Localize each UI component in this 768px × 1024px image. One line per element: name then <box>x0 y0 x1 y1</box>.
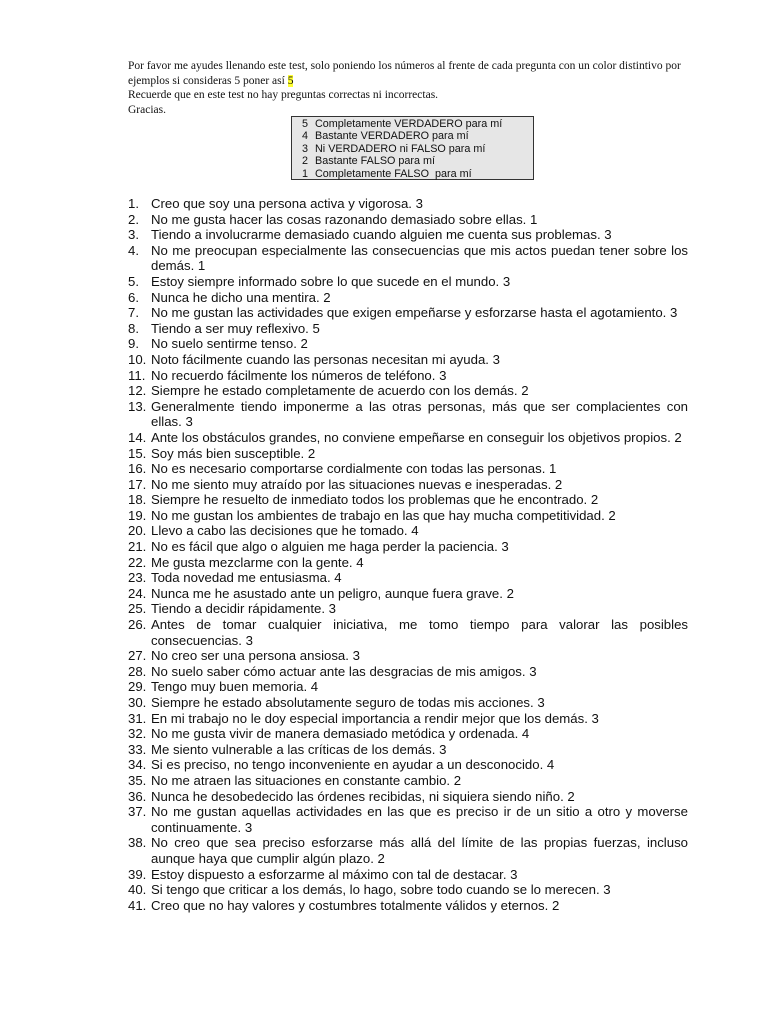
question-text: No me preocupan especialmente las consecuencias que mis actos puedan tener sobre los demás. 1 <box>151 242 688 274</box>
scale-row <box>302 118 533 130</box>
question-number: 35. <box>128 772 147 788</box>
question-number: 39. <box>128 866 147 882</box>
question-text: Generalmente tiendo imponerme a las otras personas, más que ser complacientes con ellas. 3 <box>151 398 688 430</box>
question-number: 22. <box>128 554 147 570</box>
question-number: 28. <box>128 663 147 679</box>
question-number: 32. <box>128 726 147 742</box>
question-text: Tengo muy buen memoria. 4 <box>151 679 319 695</box>
scale-label: Ni VERDADERO ni FALSO para mí <box>315 142 486 155</box>
scale-row <box>302 155 533 167</box>
question-item <box>128 492 688 508</box>
question-number: 14. <box>128 429 147 445</box>
question-item <box>128 383 688 399</box>
question-number: 33. <box>128 741 147 757</box>
question-text: Estoy siempre informado sobre lo que sucede en el mundo. 3 <box>151 273 511 289</box>
question-text: Si tengo que criticar a los demás, lo hago, sobre todo cuando se lo merecen. 3 <box>151 882 611 898</box>
question-item <box>128 711 688 727</box>
question-text: Siempre he estado completamente de acuerdo con los demás. 2 <box>151 383 529 399</box>
question-item <box>128 430 688 446</box>
question-item <box>128 508 688 524</box>
question-item <box>128 617 688 648</box>
question-text: Me siento vulnerable a las críticas de los demás. 3 <box>151 741 447 757</box>
intro-instruction <box>128 59 688 88</box>
question-item <box>128 321 688 337</box>
question-text: En mi trabajo no le doy especial importancia a rendir mejor que los demás. 3 <box>151 710 599 726</box>
question-item <box>128 212 688 228</box>
question-list <box>128 196 688 913</box>
question-text: No me atraen las situaciones en constante cambio. 2 <box>151 772 462 788</box>
question-text: No creo ser una persona ansiosa. 3 <box>151 648 360 664</box>
question-number: 23. <box>128 570 147 586</box>
scale-value: 5 <box>302 118 309 130</box>
question-number: 38. <box>128 835 147 851</box>
question-text: Toda novedad me entusiasma. 4 <box>151 570 342 586</box>
question-number: 1. <box>128 196 139 211</box>
scale-label: Completamente VERDADERO para mí <box>315 118 503 130</box>
question-text: Tiendo a decidir rápidamente. 3 <box>151 601 336 617</box>
question-number: 13. <box>128 398 147 414</box>
question-text: Siempre he estado absolutamente seguro de todas mis acciones. 3 <box>151 695 545 710</box>
question-number: 24. <box>128 585 147 601</box>
question-item <box>128 773 688 789</box>
question-item <box>128 601 688 617</box>
scale-value: 4 <box>302 130 309 143</box>
question-item <box>128 835 688 866</box>
scale-legend-box <box>291 116 534 180</box>
question-text: No recuerdo fácilmente los números de teléfono. 3 <box>151 367 447 383</box>
scale-label: Completamente FALSO para mí <box>315 167 472 180</box>
question-number: 12. <box>128 383 147 399</box>
question-item <box>128 196 688 212</box>
question-item <box>128 742 688 758</box>
scale-label: Bastante FALSO para mí <box>315 155 436 168</box>
question-text: Tiendo a involucrarme demasiado cuando alguien me cuenta sus problemas. 3 <box>151 227 612 243</box>
question-text: Nunca he desobedecido las órdenes recibidas, ni siquiera siendo niño. 2 <box>151 788 575 804</box>
question-number: 25. <box>128 601 147 617</box>
question-item <box>128 352 688 368</box>
question-text: No me siento muy atraído por las situaciones nuevas e inesperadas. 2 <box>151 476 563 492</box>
intro-reminder: Recuerde que en este test no hay preguntas correctas ni incorrectas. <box>128 89 439 101</box>
question-text: Creo que soy una persona activa y vigorosa. 3 <box>151 196 423 211</box>
scale-value: 1 <box>302 167 309 180</box>
intro-text <box>128 59 688 117</box>
question-number: 21. <box>128 539 147 555</box>
question-item <box>128 461 688 477</box>
question-number: 4. <box>128 242 139 258</box>
question-number: 6. <box>128 289 139 305</box>
question-text: No es necesario comportarse cordialmente con todas las personas. 1 <box>151 461 557 477</box>
question-item <box>128 726 688 742</box>
question-number: 9. <box>128 336 139 352</box>
question-number: 5. <box>128 273 139 289</box>
question-number: 30. <box>128 695 147 710</box>
question-number: 34. <box>128 757 147 773</box>
question-text: Nunca me he asustado ante un peligro, aunque fuera grave. 2 <box>151 585 514 601</box>
question-text: Tiendo a ser muy reflexivo. 5 <box>151 320 320 336</box>
question-item <box>128 555 688 571</box>
question-text: No creo que sea preciso esforzarse más allá del límite de las propias fuerzas, incluso aunque haya que cumplir algún plazo. 2 <box>151 835 688 866</box>
question-item <box>128 477 688 493</box>
scale-row <box>302 130 533 142</box>
question-item <box>128 368 688 384</box>
question-text: Me gusta mezclarme con la gente. 4 <box>151 554 364 570</box>
question-number: 41. <box>128 897 147 913</box>
question-item <box>128 804 688 835</box>
question-number: 20. <box>128 523 147 539</box>
question-text: Ante los obstáculos grandes, no conviene empeñarse en conseguir los objetivos propios. 2 <box>151 429 682 445</box>
question-number: 17. <box>128 476 147 492</box>
question-text: Estoy dispuesto a esforzarme al máximo con tal de destacar. 3 <box>151 866 518 882</box>
question-item <box>128 399 688 430</box>
question-item <box>128 867 688 883</box>
question-number: 27. <box>128 648 147 664</box>
question-text: No suelo saber cómo actuar ante las desgracias de mis amigos. 3 <box>151 663 537 679</box>
question-item <box>128 664 688 680</box>
intro-thanks: Gracias. <box>128 103 166 116</box>
question-number: 29. <box>128 679 147 695</box>
question-item <box>128 274 688 290</box>
question-item <box>128 648 688 664</box>
question-item <box>128 898 688 914</box>
question-text: No me gustan aquellas actividades en las que es preciso ir de un sitio a otro y moverse continuamente. 3 <box>151 804 688 835</box>
question-number: 16. <box>128 461 147 477</box>
question-item <box>128 679 688 695</box>
question-item <box>128 227 688 243</box>
scale-value: 3 <box>302 142 309 155</box>
question-number: 18. <box>128 492 147 508</box>
question-item <box>128 570 688 586</box>
intro-instruction-text: Por favor me ayudes llenando este test, solo poniendo los números al frente de cada pregunta con un color distintivo por ejemplos si consideras 5 poner así <box>128 60 681 87</box>
question-number: 40. <box>128 882 147 898</box>
question-number: 19. <box>128 507 147 523</box>
scale-row <box>302 168 533 180</box>
question-text: Llevo a cabo las decisiones que he tomado. 4 <box>151 523 419 539</box>
question-number: 37. <box>128 804 147 820</box>
question-number: 8. <box>128 320 139 336</box>
question-item <box>128 586 688 602</box>
question-item <box>128 789 688 805</box>
question-number: 31. <box>128 710 147 726</box>
question-item <box>128 539 688 555</box>
question-item <box>128 446 688 462</box>
question-number: 3. <box>128 227 139 243</box>
question-number: 26. <box>128 617 147 633</box>
scale-value: 2 <box>302 155 309 168</box>
question-number: 7. <box>128 305 139 321</box>
question-text: Nunca he dicho una mentira. 2 <box>151 289 331 305</box>
highlighted-example: 5 <box>287 74 294 87</box>
question-item <box>128 290 688 306</box>
question-text: Soy más bien susceptible. 2 <box>151 445 316 461</box>
question-text: Si es preciso, no tengo inconveniente en ayudar a un desconocido. 4 <box>151 757 555 773</box>
question-text: Siempre he resuelto de inmediato todos los problemas que he encontrado. 2 <box>151 492 599 508</box>
question-text: Creo que no hay valores y costumbres totalmente válidos y eternos. 2 <box>151 897 560 913</box>
question-text: Noto fácilmente cuando las personas necesitan mi ayuda. 3 <box>151 351 500 367</box>
question-number: 36. <box>128 788 147 804</box>
question-item <box>128 757 688 773</box>
question-text: No suelo sentirme tenso. 2 <box>151 336 308 352</box>
question-item <box>128 882 688 898</box>
scale-label: Bastante VERDADERO para mí <box>315 130 469 143</box>
question-item <box>128 243 688 274</box>
question-item <box>128 695 688 711</box>
question-item <box>128 336 688 352</box>
question-text: No me gusta vivir de manera demasiado metódica y ordenada. 4 <box>151 726 530 742</box>
question-number: 2. <box>128 211 139 227</box>
question-text: No me gustan las actividades que exigen empeñarse y esforzarse hasta el agotamiento. 3 <box>151 305 678 321</box>
question-text: No es fácil que algo o alguien me haga perder la paciencia. 3 <box>151 539 509 555</box>
question-text: Antes de tomar cualquier iniciativa, me tomo tiempo para valorar las posibles consecuencias. 3 <box>151 617 688 648</box>
question-number: 15. <box>128 445 147 461</box>
question-text: No me gusta hacer las cosas razonando demasiado sobre ellas. 1 <box>151 211 538 227</box>
scale-row <box>302 143 533 155</box>
question-item <box>128 523 688 539</box>
question-text: No me gustan los ambientes de trabajo en las que hay mucha competitividad. 2 <box>151 507 616 523</box>
question-number: 11. <box>128 367 146 383</box>
question-item <box>128 305 688 321</box>
question-number: 10. <box>128 351 147 367</box>
